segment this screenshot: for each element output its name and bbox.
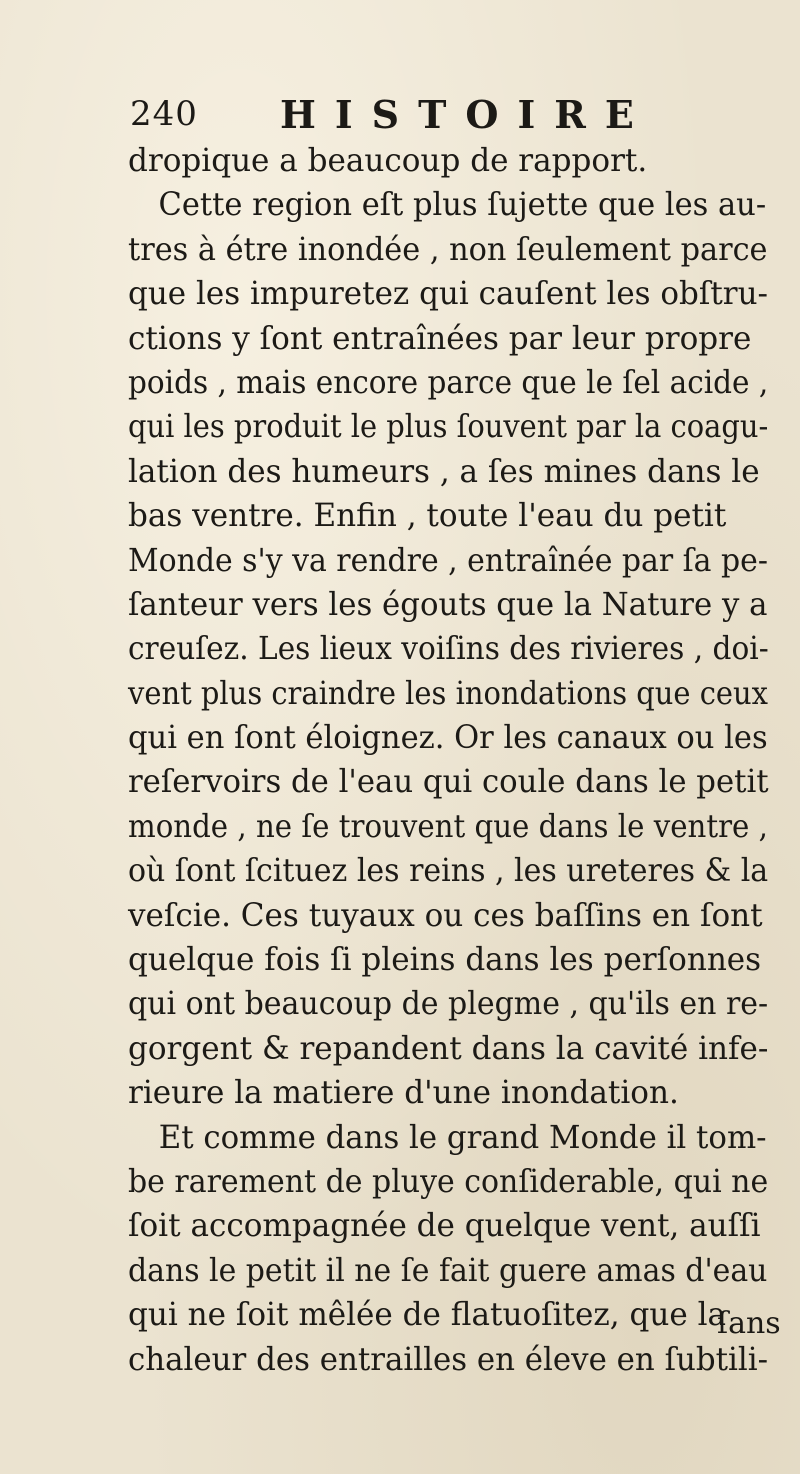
text-line: qui ne ſoit mêlée de flatuoſitez, que la xyxy=(128,1295,727,1334)
text-line: tres à étre inondée , non ſeulement parce xyxy=(128,229,768,268)
text-line: Monde s'y va rendre , entraînée par ſa pe- xyxy=(128,540,768,579)
text-line: quelque fois ſi pleins dans les perſonnes xyxy=(128,940,762,979)
text-line: ſanteur vers les égouts que la Nature y a xyxy=(128,584,768,623)
text-line: où ſont ſcituez les reins , les ureteres & la xyxy=(128,851,769,890)
page-header xyxy=(130,92,730,138)
text-line: ſoit accompagnée de quelque vent, auſſi xyxy=(128,1206,761,1245)
text-line: qui ont beaucoup de plegme , qu'ils en re- xyxy=(128,984,769,1023)
text-line: Cette region eſt plus ſujette que les au- xyxy=(158,185,767,224)
text-line: creuſez. Les lieux voiſins des rivieres , doi- xyxy=(128,629,769,668)
text-line: lation des humeurs , a ſes mines dans le xyxy=(128,451,760,490)
text-line: que les impuretez qui cauſent les obſtru- xyxy=(128,274,769,313)
catchword: ſans xyxy=(717,1306,781,1341)
text-line: qui en ſont éloignez. Or les canaux ou les xyxy=(128,718,768,757)
text-line: Et comme dans le grand Monde il tom- xyxy=(158,1117,767,1156)
text-line: poids , mais encore parce que le ſel acide , xyxy=(128,362,769,401)
text-line: rieure la matiere d'une inondation. xyxy=(128,1073,679,1112)
text-line: ctions y ſont entraînées par leur propre xyxy=(128,318,752,357)
text-line: chaleur des entrailles en éleve en ſubtili- xyxy=(128,1339,769,1378)
text-line: veſcie. Ces tuyaux ou ces baſſins en ſont xyxy=(128,895,763,934)
text-line: dans le petit il ne ſe fait guere amas d'eau xyxy=(128,1250,768,1289)
text-line: dropique a beaucoup de rapport. xyxy=(128,141,648,179)
running-head: HISTOIRE xyxy=(280,92,653,137)
text-line: vent plus craindre les inondations que ceux xyxy=(128,673,768,712)
page-number: 240 xyxy=(130,94,198,134)
text-line: qui les produit le plus ſouvent par la coagu- xyxy=(128,407,769,446)
text-line: bas ventre. Enfin , toute l'eau du petit xyxy=(128,496,727,535)
body-text xyxy=(128,138,788,1381)
text-line: be rarement de pluye conſiderable, qui ne xyxy=(128,1161,769,1200)
text-line: monde , ne ſe trouvent que dans le ventre , xyxy=(128,806,768,845)
text-line: gorgent & repandent dans la cavité infe- xyxy=(128,1028,769,1067)
text-line: reſervoirs de l'eau qui coule dans le petit xyxy=(128,762,769,801)
